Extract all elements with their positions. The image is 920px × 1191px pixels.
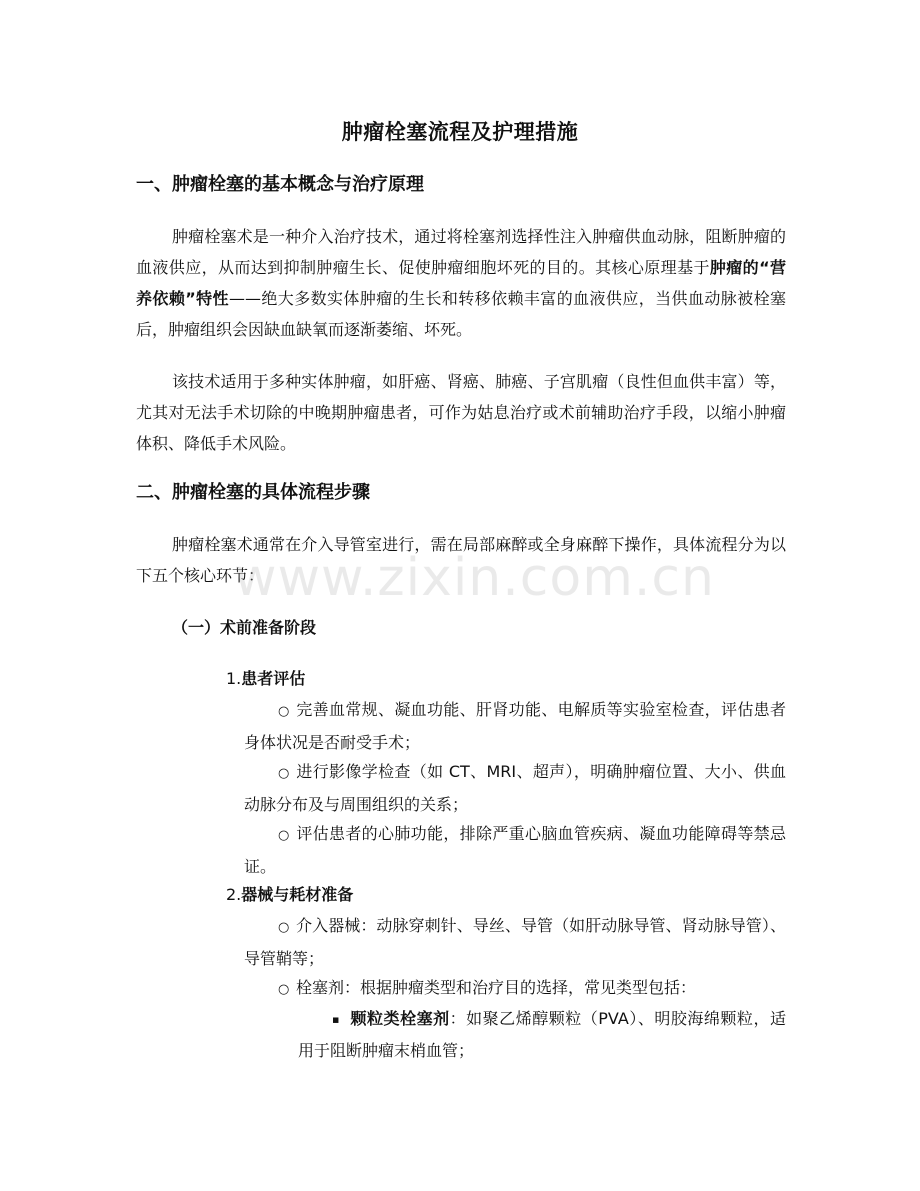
bullet-text: 介入器械：动脉穿刺针、导丝、导管（如肝动脉导管、肾动脉导管）、导管鞘等； — [244, 916, 786, 968]
circle-bullet-icon: ○ — [278, 704, 290, 719]
watermark: www.zixin.com.cn — [234, 548, 715, 608]
sub-bullet-item — [298, 1003, 786, 1066]
bullet-text: 评估患者的心肺功能，排除严重心脑血管疾病、凝血功能障碍等禁忌证。 — [244, 824, 786, 876]
bullet-text: 进行影像学检查（如 CT、MRI、超声），明确肿瘤位置、大小、供血动脉分布及与周围组织的关系； — [244, 762, 786, 814]
bullet-item — [244, 756, 786, 820]
list-number: 2. — [226, 885, 242, 904]
bullet-text: 栓塞剂：根据肿瘤类型和治疗目的选择，常见类型包括： — [296, 978, 697, 997]
list-number: 1. — [226, 669, 242, 688]
bullet-item — [244, 818, 786, 882]
bullet-item — [244, 910, 786, 974]
section-1-paragraph-1 — [136, 221, 786, 345]
bullet-item — [244, 972, 786, 1005]
bold-term: 肿瘤的“营养依赖”特性 — [136, 258, 786, 308]
list-item-1 — [226, 665, 305, 693]
section-2-paragraph-1: 肿瘤栓塞术通常在介入导管室进行，需在局部麻醉或全身麻醉下操作，具体流程分为以下五个核心环节： — [136, 535, 786, 585]
list-item-label: 患者评估 — [241, 669, 306, 688]
subsection-1-heading: （一）术前准备阶段 — [172, 618, 317, 637]
section-1-heading: 一、肿瘤栓塞的基本概念与治疗原理 — [136, 174, 424, 195]
circle-bullet-icon: ○ — [278, 982, 290, 997]
paragraph-text: 肿瘤栓塞术是一种介入治疗技术，通过将栓塞剂选择性注入肿瘤供血动脉，阻断肿瘤的血液供应，从而达到抑制肿瘤生长、促使肿瘤细胞坏死的目的。其核心原理基于 — [136, 227, 786, 277]
paragraph-text: ——绝大多数实体肿瘤的生长和转移依赖丰富的血液供应，当供血动脉被栓塞后，肿瘤组织会因缺血缺氧而逐渐萎缩、坏死。 — [136, 289, 786, 339]
circle-bullet-icon: ○ — [278, 920, 290, 935]
bullet-item — [244, 694, 786, 758]
bold-term: 颗粒类栓塞剂 — [350, 1009, 450, 1028]
circle-bullet-icon: ○ — [278, 766, 290, 781]
square-bullet-icon: ▪ — [332, 1013, 340, 1026]
section-2-heading: 二、肿瘤栓塞的具体流程步骤 — [136, 482, 370, 503]
list-item-2 — [226, 881, 353, 909]
section-1-paragraph-2: 该技术适用于多种实体肿瘤，如肝癌、肾癌、肺癌、子宫肌瘤（良性但血供丰富）等，尤其对无法手术切除的中晚期肿瘤患者，可作为姑息治疗或术前辅助治疗手段，以缩小肿瘤体积、降低手术风险。 — [136, 372, 786, 453]
bullet-text: 完善血常规、凝血功能、肝肾功能、电解质等实验室检查，评估患者身体状况是否耐受手术； — [244, 700, 786, 752]
document-title: 肿瘤栓塞流程及护理措施 — [341, 120, 579, 144]
list-item-label: 器械与耗材准备 — [241, 885, 354, 904]
circle-bullet-icon: ○ — [278, 828, 290, 843]
bullet-text: ：如聚乙烯醇颗粒（PVA）、明胶海绵颗粒，适用于阻断肿瘤末梢血管； — [298, 1009, 786, 1060]
